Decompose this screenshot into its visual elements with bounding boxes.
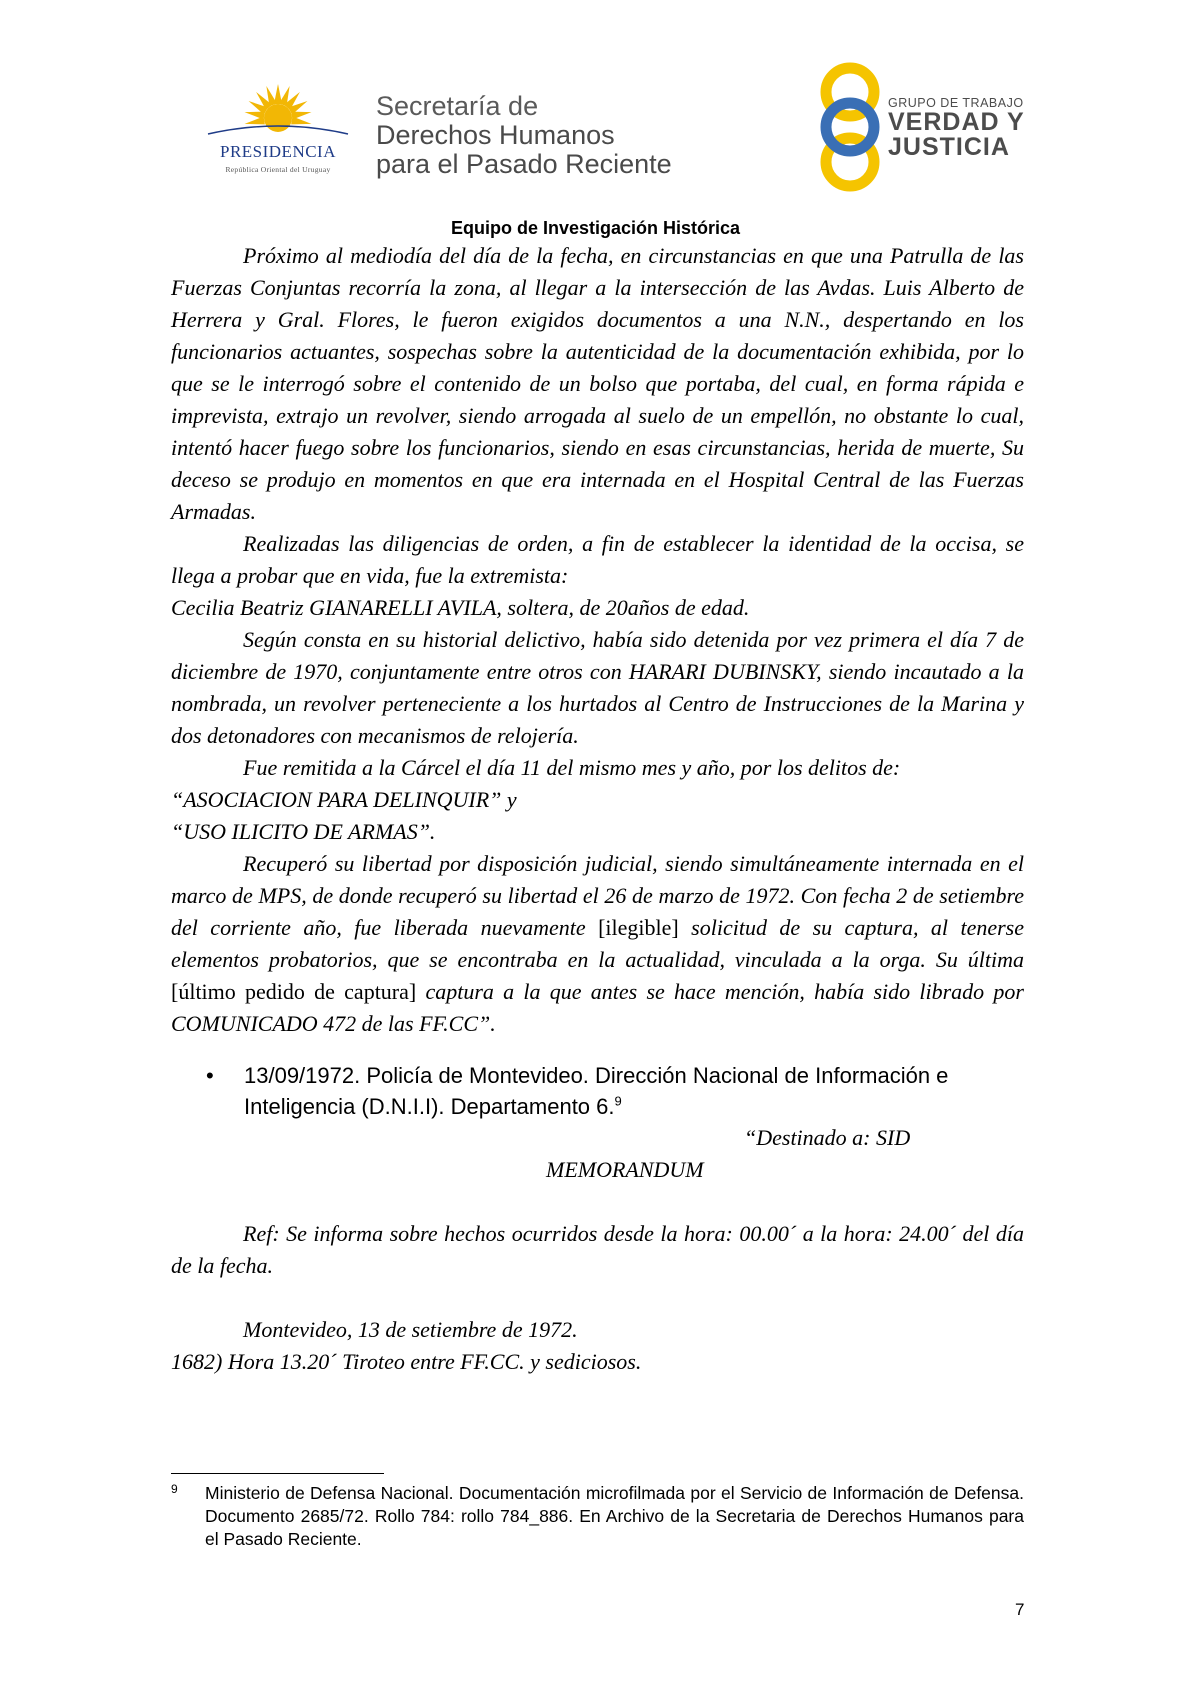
paragraph: Cecilia Beatriz GIANARELLI AVILA, soltera, de 20años de edad. [171, 595, 750, 620]
footnote-reference[interactable]: 9 [614, 1093, 622, 1109]
footnote-separator [171, 1473, 384, 1474]
memo-item: 1682) Hora 13.20´ Tiroteo entre FF.CC. y sediciosos. [171, 1349, 642, 1374]
text-span: solicitud de su captura, al tenerse elementos probatorios, que se encontraba en la actualidad, vinculada a la orga. Su última [171, 915, 1024, 972]
secretaria-line3: para el Pasado Reciente [376, 149, 672, 179]
sun-icon [198, 82, 358, 142]
memo-destinado: “Destinado a: SID [744, 1125, 911, 1150]
paragraph: Realizadas las diligencias de orden, a fin de establecer la identidad de la occisa, se llega a probar que en vida, fue la extremista: [171, 531, 1024, 588]
document-body [171, 240, 1024, 1040]
secretaria-line1: Secretaría de [376, 91, 539, 121]
bullet-text-content: 13/09/1972. Policía de Montevideo. Dirección Nacional de Información e Inteligencia (D.N.I.I). Departamento 6. [244, 1063, 949, 1119]
paragraph: “USO ILICITO DE ARMAS”. [171, 819, 436, 844]
grupo-line3: JUSTICIA [888, 133, 1010, 161]
secretaria-title [376, 92, 672, 179]
bullet-text [244, 1060, 1029, 1122]
grupo-line2: VERDAD Y [888, 108, 1025, 136]
footnote-number: 9 [171, 1482, 178, 1496]
paragraph: “ASOCIACION PARA DELINQUIR” y [171, 787, 517, 812]
text-span: Recuperó su libertad por disposición judicial, siendo simultáneamente internada en el marco de MPS, de donde recuperó su libertad el 26 de marzo de 1972. Con fecha 2 de setiembre del corriente año, fue liberada nuevamente [171, 851, 1024, 940]
memo-date: Montevideo, 13 de setiembre de 1972. [243, 1317, 578, 1342]
paragraph: Según consta en su historial delictivo, había sido detenida por vez primera el día 7 de diciembre de 1970, conjuntamente entre otros con HARARI DUBINSKY, siendo incautado a la nombrada, un revolver perteneciente a los hurtados al Centro de Instrucciones de la Marina y dos detonadores con mecanismos de relojería. [171, 627, 1024, 748]
memo-ref: Ref: Se informa sobre hechos ocurridos desde la hora: 00.00´ a la hora: 24.00´ del día de la fecha. [171, 1221, 1024, 1278]
footnote-text: Ministerio de Defensa Nacional. Documentación microfilmada por el Servicio de Información de Defensa. Documento 2685/72. Rollo 784: rollo 784_886. En Archivo de la Secretaria de Derechos Humanos para el Pasado Reciente. [205, 1483, 1024, 1549]
page-number: 7 [1015, 1600, 1025, 1619]
paragraph: Próximo al mediodía del día de la fecha, en circunstancias en que una Patrulla de las Fuerzas Conjuntas recorría la zona, al llegar a la intersección de las Avdas. Luis Alberto de Herrera y Gral. Flores, le fueron exigidos documentos a una N.N., despertando en los funcionarios actuantes, sospechas sobre la autenticidad de la documentación exhibida, por lo que se le interrogó sobre el contenido de un bolso que portaba, del cual, en forma rápida e imprevista, extrajo un revolver, siendo arrogada al suelo de un empellón, no obstante lo cual, intentó hacer fuego sobre los funcionarios, siendo en esas circunstancias, herida de muerte, Su deceso se produjo en momentos en que era internada en el Hospital Central de las Fuerzas Armadas. [171, 243, 1024, 524]
bullet-symbol: • [206, 1063, 214, 1088]
editorial-note: [ilegible] [598, 915, 679, 940]
memo-title: MEMORANDUM [546, 1157, 704, 1182]
paragraph-recupero [171, 848, 1024, 1040]
equipo-title: Equipo de Investigación Histórica [450, 218, 741, 238]
paragraph: Fue remitida a la Cárcel el día 11 del mismo mes y año, por los delitos de: [243, 755, 901, 780]
editorial-note: [último pedido de captura] [171, 979, 417, 1004]
presidencia-subtitle: República Oriental del Uruguay [225, 165, 331, 174]
presidencia-logo [198, 82, 358, 182]
grupo-trabajo-title [888, 96, 1025, 160]
text-span: captura a la que antes se hace mención, había sido librado por COMUNICADO 472 de las FF.CC”. [171, 979, 1024, 1036]
presidencia-name: PRESIDENCIA [219, 142, 336, 161]
secretaria-line2: Derechos Humanos [376, 120, 615, 150]
grupo-line1: GRUPO DE TRABAJO [888, 96, 1024, 110]
